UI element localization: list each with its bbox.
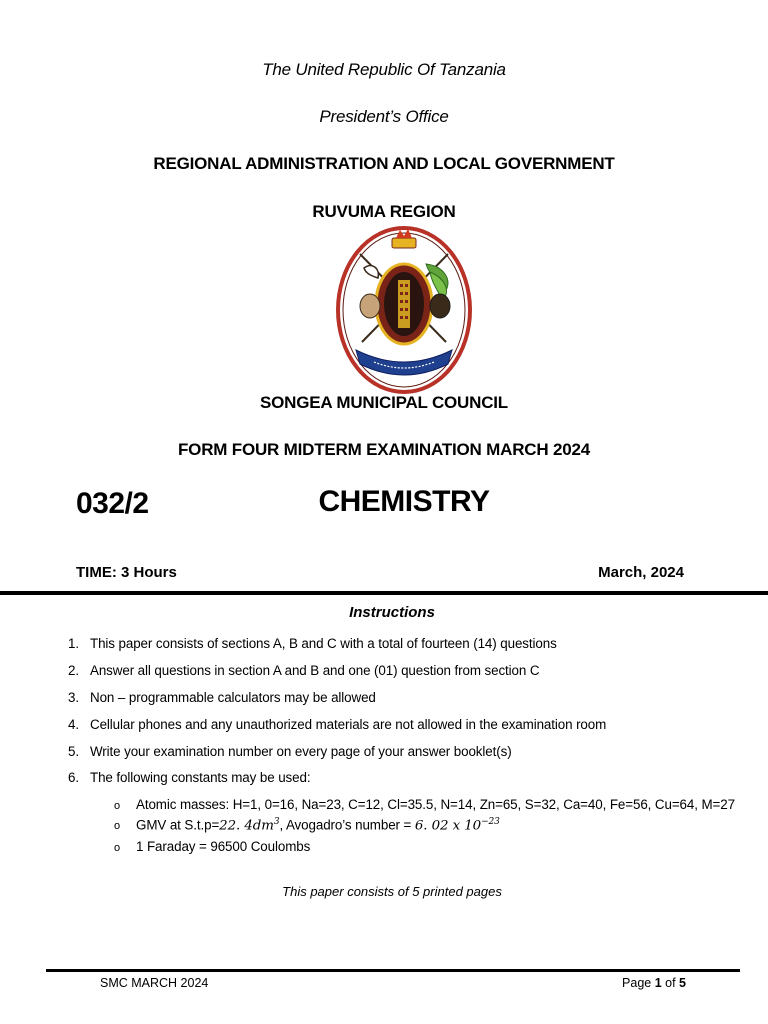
item-text: Non – programmable calculators may be allowed: [90, 690, 376, 705]
item-text: The following constants may be used:: [90, 770, 311, 785]
page-word: Page: [622, 976, 655, 990]
item-number: 2.: [68, 663, 79, 678]
instruction-item: [68, 663, 539, 678]
time-allowed: TIME: 3 Hours: [76, 564, 177, 581]
item-text: This paper consists of sections A, B and C with a total of fourteen (14) questions: [90, 636, 557, 651]
current-page: 1: [654, 976, 662, 990]
office-line: President’s Office: [319, 107, 449, 126]
item-text: Cellular phones and any unauthorized materials are not allowed in the examination room: [90, 717, 607, 732]
region-line: RUVUMA REGION: [312, 202, 456, 221]
item-number: 6.: [68, 770, 79, 785]
exam-date: March, 2024: [598, 564, 684, 581]
gmv-prefix: GMV at S.t.p=: [136, 817, 220, 833]
page-number: [622, 976, 686, 990]
header-divider: [0, 591, 768, 595]
avogadro-exponent: −23: [481, 817, 500, 827]
council-emblem: [334, 224, 474, 396]
printed-pages-note: This paper consists of 5 printed pages: [282, 884, 502, 899]
exam-line: FORM FOUR MIDTERM EXAMINATION MARCH 2024: [178, 440, 590, 459]
gmv-value: 22. 4dm: [219, 818, 274, 834]
gmv-exponent: 3: [273, 817, 280, 827]
bullet-icon: o: [114, 842, 121, 854]
of-word: of: [661, 976, 680, 990]
item-text: Answer all questions in section A and B and one (01) question from section C: [90, 663, 540, 678]
subject-title: CHEMISTRY: [318, 485, 490, 518]
constant-gmv-avogadro: [114, 817, 500, 833]
ministry-line: REGIONAL ADMINISTRATION AND LOCAL GOVERNMENT: [153, 154, 615, 173]
constant-text: 1 Faraday = 96500 Coulombs: [136, 839, 311, 854]
bullet-icon: o: [114, 800, 121, 812]
instruction-item: [68, 717, 606, 732]
country-line: The United Republic Of Tanzania: [262, 60, 506, 79]
footer-label: SMC MARCH 2024: [100, 976, 209, 990]
instruction-item: [68, 636, 557, 651]
item-number: 3.: [68, 690, 79, 705]
paper-code: 032/2: [76, 487, 149, 520]
item-text: Write your examination number on every page of your answer booklet(s): [90, 744, 512, 759]
constant-atomic-masses: [114, 797, 735, 812]
item-number: 4.: [68, 717, 79, 732]
instruction-item: [68, 770, 310, 785]
instructions-title: Instructions: [349, 604, 435, 621]
footer-divider: [46, 969, 740, 972]
total-pages: 5: [679, 976, 686, 990]
item-number: 5.: [68, 744, 79, 759]
item-number: 1.: [68, 636, 79, 651]
constant-text: Atomic masses: H=1, 0=16, Na=23, C=12, Cl=35.5, N=14, Zn=65, S=32, Ca=40, Fe=56, Cu=64, M=27: [136, 797, 735, 812]
avogadro-prefix: , Avogadro’s number =: [279, 817, 415, 833]
constant-faraday: [114, 839, 310, 854]
council-line: SONGEA MUNICIPAL COUNCIL: [259, 393, 508, 412]
avogadro-value: 6. 02 x 10: [414, 818, 482, 834]
instruction-item: [68, 690, 376, 705]
instruction-item: [68, 744, 512, 759]
bullet-icon: o: [114, 820, 121, 833]
